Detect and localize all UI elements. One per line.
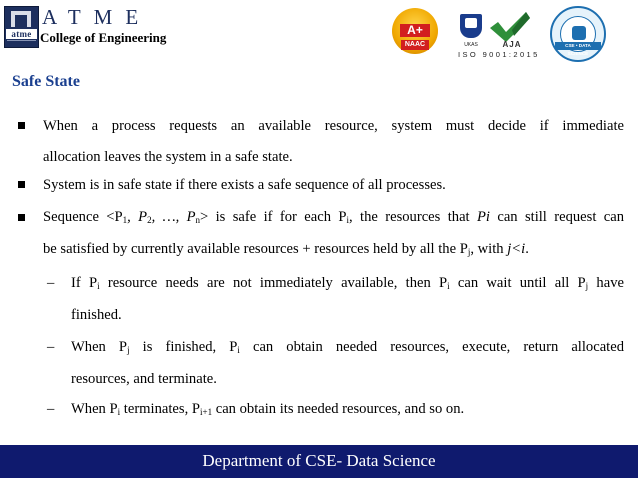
subscript: j bbox=[467, 247, 471, 257]
ukas-label: UKAS bbox=[464, 42, 478, 48]
sub-text: can obtain its needed resources, and so on. bbox=[212, 401, 465, 417]
subscript: n bbox=[195, 215, 201, 225]
dash-marker: – bbox=[47, 401, 55, 417]
subscript: j bbox=[127, 345, 130, 355]
sub-text: have bbox=[588, 275, 624, 291]
seal-banner: CSE • DATA SCIENCE bbox=[555, 42, 601, 50]
subscript: j bbox=[585, 281, 589, 291]
sub-text: is finished, P bbox=[129, 339, 238, 355]
sub-bullet-1-line-2: finished. bbox=[71, 307, 122, 323]
seq-text: be satisfied by currently available resources + resources held by all the P bbox=[43, 241, 468, 257]
bullet-marker bbox=[18, 214, 25, 221]
subscript: i+1 bbox=[200, 407, 213, 417]
dash-marker: – bbox=[47, 275, 55, 291]
logo-text: atme bbox=[6, 29, 37, 39]
bullet-marker bbox=[18, 122, 25, 129]
seq-text: . bbox=[525, 241, 529, 257]
seq-text: Sequence <P bbox=[43, 209, 123, 225]
chip-icon bbox=[572, 26, 586, 40]
bullet-marker bbox=[18, 181, 25, 188]
seq-text: , P bbox=[127, 209, 148, 225]
sub-bullet-2-line-1 bbox=[71, 338, 624, 356]
subscript: i bbox=[237, 345, 240, 355]
sub-bullet-3-line-1 bbox=[71, 400, 464, 418]
sub-text: can wait until all P bbox=[449, 275, 586, 291]
seq-text: can still request can bbox=[489, 209, 625, 225]
aja-label: AJA bbox=[502, 40, 522, 49]
seq-text: , the resources that bbox=[349, 209, 477, 225]
pillar-icon bbox=[11, 11, 31, 27]
footer-department: Department of CSE- Data Science bbox=[202, 451, 436, 470]
sub-text: can obtain needed resources, execute, return allocated bbox=[239, 339, 624, 355]
sub-bullet-2-line-2: resources, and terminate. bbox=[71, 371, 217, 387]
subscript: 2 bbox=[147, 215, 152, 225]
bullet-1-line-2: allocation leaves the system in a safe state. bbox=[43, 149, 293, 165]
cse-data-science-seal bbox=[550, 6, 606, 62]
iso-label: ISO 9001:2015 bbox=[458, 50, 540, 59]
subscript: 1 bbox=[122, 215, 128, 225]
seq-text: > is safe if for each P bbox=[200, 209, 347, 225]
bullet-2-line-1: System is in safe state if there exists a safe sequence of all processes. bbox=[43, 177, 446, 193]
seq-text: , …, P bbox=[151, 209, 196, 225]
subscript: i bbox=[346, 215, 350, 225]
bullet-1-line-1: When a process requests an available resource, system must decide if immediate bbox=[43, 118, 624, 134]
sub-text: resource needs are not immediately available, then P bbox=[99, 275, 448, 291]
sub-text: If P bbox=[71, 275, 98, 291]
atme-logo bbox=[4, 6, 39, 48]
slide-header bbox=[0, 0, 638, 62]
crown-icon bbox=[465, 18, 477, 28]
subscript: i bbox=[97, 281, 100, 291]
seq-text: Pi bbox=[476, 209, 490, 225]
bullet-3-line-2 bbox=[43, 240, 529, 258]
sub-text: When P bbox=[71, 339, 128, 355]
subscript: i bbox=[117, 407, 121, 417]
seq-text: j<i bbox=[507, 241, 526, 257]
accreditation-badges bbox=[388, 4, 638, 60]
bullet-3-line-1 bbox=[43, 208, 624, 226]
ukas-badge bbox=[460, 14, 482, 48]
sub-text: terminates, P bbox=[120, 401, 200, 417]
naac-badge bbox=[392, 8, 438, 54]
subscript: i bbox=[447, 281, 450, 291]
naac-grade: A+ bbox=[407, 23, 423, 37]
seq-text: , with bbox=[470, 241, 508, 257]
naac-label: NAAC bbox=[401, 40, 429, 50]
aja-checkmark-icon bbox=[488, 10, 532, 44]
college-name: College of Engineering bbox=[40, 30, 167, 45]
slide-title: Safe State bbox=[12, 73, 80, 90]
sub-text: When P bbox=[71, 401, 118, 417]
logo-divider bbox=[7, 40, 36, 45]
brand-letters: ATME bbox=[42, 5, 152, 29]
sub-bullet-1-line-1 bbox=[71, 274, 624, 292]
dash-marker: – bbox=[47, 339, 55, 355]
